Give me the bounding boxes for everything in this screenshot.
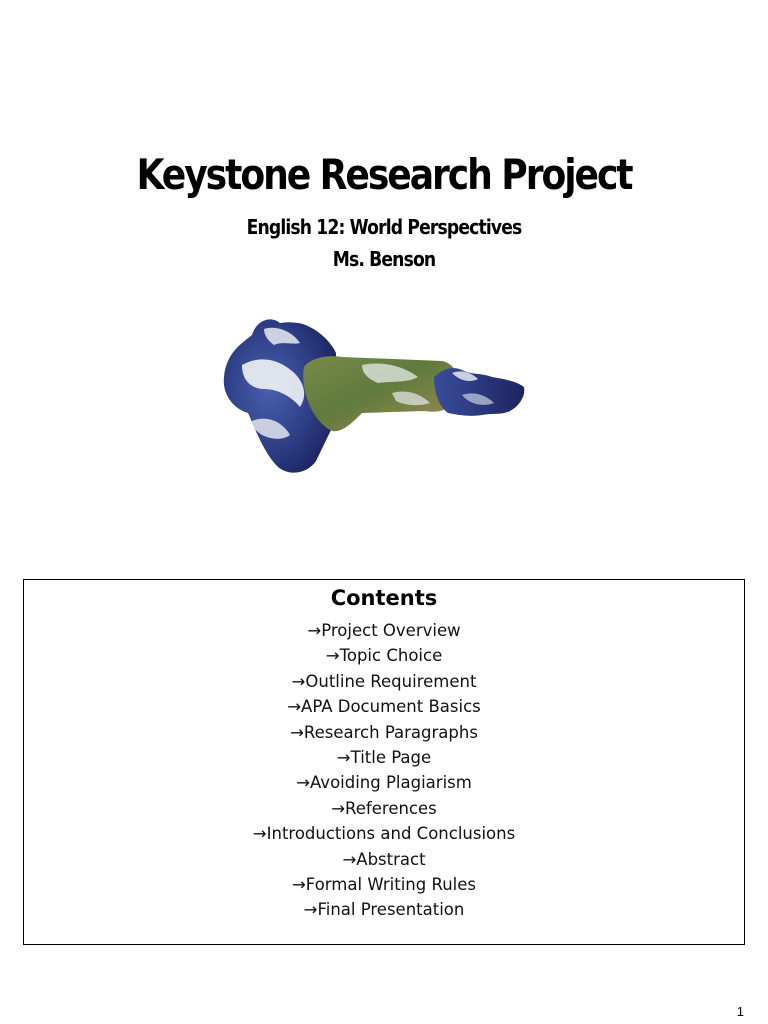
earth-key-icon	[212, 285, 552, 485]
contents-item-outline-requirement: →Outline Requirement	[291, 671, 477, 691]
contents-item-topic-choice: →Topic Choice	[325, 646, 443, 666]
contents-item-title-page: →Title Page	[336, 748, 432, 768]
page-number: 1	[736, 1004, 744, 1019]
teacher-name: Ms. Benson	[332, 247, 436, 271]
course-name: English 12: World Perspectives	[246, 215, 522, 239]
contents-list	[24, 618, 744, 923]
contents-heading: Contents	[330, 586, 438, 610]
contents-item-abstract: →Abstract	[342, 849, 426, 869]
contents-item-introductions-conclusions: →Introductions and Conclusions	[252, 824, 516, 844]
contents-item-project-overview: →Project Overview	[307, 621, 461, 640]
contents-item-avoiding-plagiarism: →Avoiding Plagiarism	[296, 773, 472, 793]
contents-item-apa-document-basics: →APA Document Basics	[287, 697, 481, 717]
key-tip-shape	[434, 368, 524, 416]
document-title: Keystone Research Project	[136, 150, 632, 199]
contents-box	[23, 579, 745, 945]
contents-item-research-paragraphs: →Research Paragraphs	[290, 722, 478, 742]
contents-item-formal-writing-rules: →Formal Writing Rules	[291, 875, 476, 895]
contents-item-references: →References	[331, 798, 437, 818]
contents-item-final-presentation: →Final Presentation	[303, 900, 465, 920]
